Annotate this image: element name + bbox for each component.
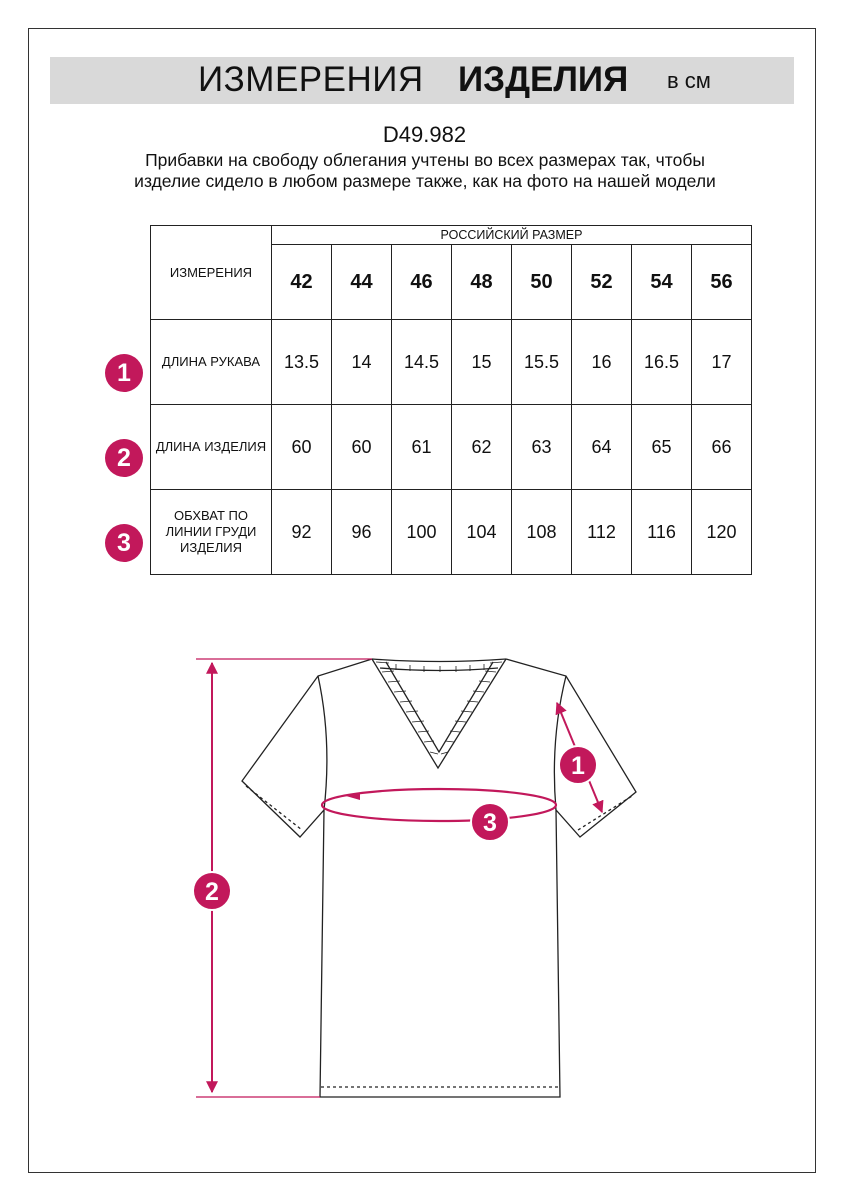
marker-3-label: 3 — [483, 809, 497, 837]
table-cell: 120 — [692, 490, 752, 575]
header-title-garment: ИЗДЕЛИЯ — [458, 60, 629, 99]
row-label: ДЛИНА ИЗДЕЛИЯ — [151, 405, 272, 490]
row-label: ОБХВАТ ПО ЛИНИИ ГРУДИ ИЗДЕЛИЯ — [151, 490, 272, 575]
table-cell: 92 — [272, 490, 332, 575]
table-cell: 112 — [572, 490, 632, 575]
table-cell: 15 — [452, 320, 512, 405]
size-system-label: РОССИЙСКИЙ РАЗМЕР — [272, 226, 752, 245]
size-header-cell: 56 — [692, 245, 752, 320]
tshirt-outline — [242, 659, 636, 1097]
article-code: D49.982 — [382, 122, 467, 147]
table-cell: 60 — [272, 405, 332, 490]
marker-2-badge — [193, 872, 231, 910]
table-cell: 14.5 — [392, 320, 452, 405]
row-number-badge: 2 — [105, 439, 143, 477]
row-number-badge: 1 — [105, 354, 143, 392]
row-label: ДЛИНА РУКАВА — [151, 320, 272, 405]
table-cell: 17 — [692, 320, 752, 405]
table-cell: 65 — [632, 405, 692, 490]
table-cell: 61 — [392, 405, 452, 490]
size-header-cell: 54 — [632, 245, 692, 320]
neckband-rib — [376, 662, 502, 754]
marker-2-label: 2 — [205, 878, 219, 906]
marker-3-badge — [471, 803, 509, 841]
table-cell: 104 — [452, 490, 512, 575]
fit-note: Прибавки на свободу облегания учтены во всех размерах так, чтобы изделие сидело в любом размере также, как на фото на нашей модели — [134, 150, 716, 191]
row-number-badge: 3 — [105, 524, 143, 562]
table-cell: 16 — [572, 320, 632, 405]
table-cell: 14 — [332, 320, 392, 405]
table-cell: 116 — [632, 490, 692, 575]
header-title-measurements: ИЗМЕРЕНИЯ — [198, 60, 424, 99]
table-cell: 108 — [512, 490, 572, 575]
table-cell: 16.5 — [632, 320, 692, 405]
table-cell: 64 — [572, 405, 632, 490]
table-cell: 66 — [692, 405, 752, 490]
table-cell: 100 — [392, 490, 452, 575]
size-header-cell: 48 — [452, 245, 512, 320]
size-header-cell: 46 — [392, 245, 452, 320]
size-header-cell: 44 — [332, 245, 392, 320]
chest-measure — [322, 789, 556, 821]
marker-1-badge — [559, 746, 597, 784]
header-unit: в см — [667, 68, 711, 93]
table-cell: 15.5 — [512, 320, 572, 405]
table-cell: 13.5 — [272, 320, 332, 405]
size-header-cell: 50 — [512, 245, 572, 320]
table-cell: 96 — [332, 490, 392, 575]
corner-label: ИЗМЕРЕНИЯ — [151, 226, 272, 320]
size-header-cell: 42 — [272, 245, 332, 320]
table-cell: 63 — [512, 405, 572, 490]
table-cell: 62 — [452, 405, 512, 490]
size-header-cell: 52 — [572, 245, 632, 320]
table-cell: 60 — [332, 405, 392, 490]
marker-1-label: 1 — [571, 752, 585, 780]
